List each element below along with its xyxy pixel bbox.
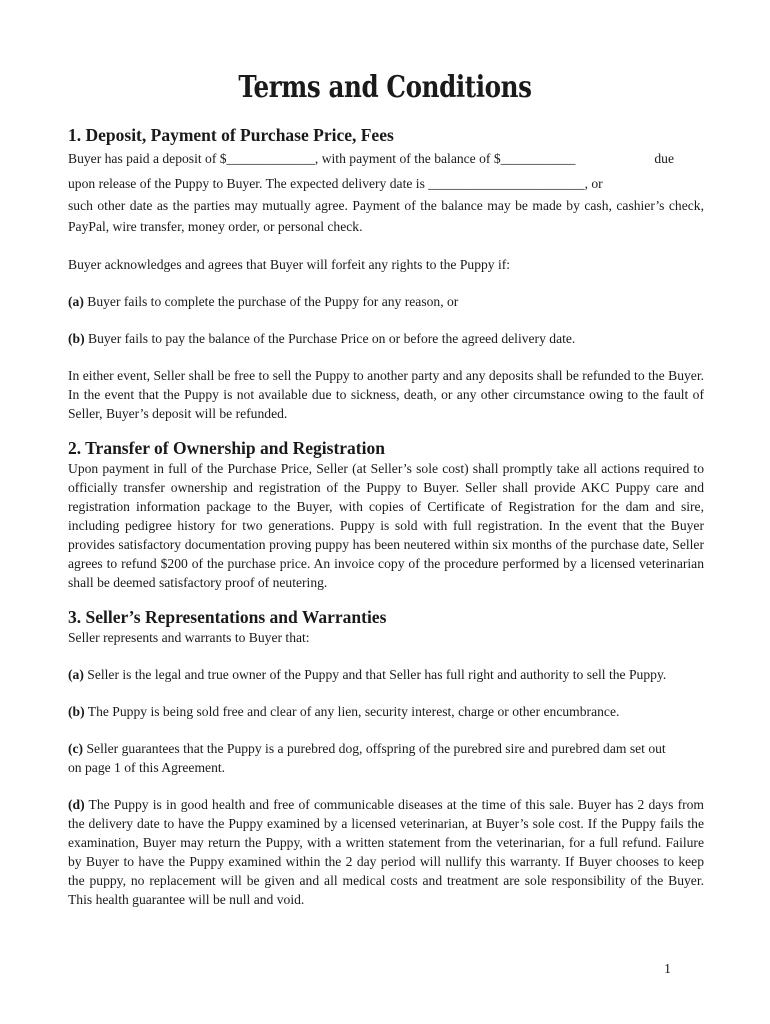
item-label: (d)	[68, 797, 85, 812]
page-title: Terms and Conditions	[238, 70, 532, 105]
item-text: Seller is the legal and true owner of the Puppy and that Seller has full right and authority to sell the Puppy.	[83, 667, 667, 682]
warranty-item-a	[68, 665, 704, 684]
section-3-heading: 3. Seller’s Representations and Warranties	[68, 607, 387, 627]
warranty-item-b	[68, 702, 704, 721]
item-text: Seller guarantees that the Puppy is a purebred dog, offspring of the purebred sire and purebred dam set out on page 1 of this Agreement.	[68, 741, 666, 775]
deposit-line-text: Buyer has paid a deposit of $_____________, with payment of the balance of $___________	[68, 151, 576, 166]
section-2-heading: 2. Transfer of Ownership and Registration	[68, 438, 385, 458]
page-number: 1	[664, 962, 671, 977]
item-text: The Puppy is in good health and free of communicable diseases at the time of this sale. Buyer has 2 days from the delivery date to have the Puppy examined by a licensed veterinarian, at Buyer’s sole cost. If the Puppy fails the examination, Buyer may return the Puppy, with a written statement from the veterinarian, for a full refund. Failure by Buyer to have the Puppy examined within the 2 day period will nullify this warranty. If Buyer chooses to keep the puppy, no replacement will be given and all medical costs and treatment are sole responsibility of the Buyer. This health guarantee will be null and void.	[68, 797, 704, 907]
section-1-heading: 1. Deposit, Payment of Purchase Price, Fees	[68, 125, 394, 145]
warranty-item-c	[68, 739, 668, 777]
delivery-line: upon release of the Puppy to Buyer. The expected delivery date is _______________________, or	[68, 176, 603, 191]
item-text: Buyer fails to complete the purchase of the Puppy for any reason, or	[83, 294, 459, 309]
section-2-text: Upon payment in full of the Purchase Price, Seller (at Seller’s sole cost) shall promptly take all actions required to officially transfer ownership and registration of the Puppy to Buyer. Seller shall provide AKC Puppy care and registration information package to the Buyer, with copies of Certificate of Registration for the dam and sire, including pedigree history for two generations. Puppy is sold with full registration. In the event that the Buyer provides satisfactory documentation proving puppy has been neutered within six months of the purchase date, Seller agrees to refund $200 of the purchase price. An invoice copy of the procedure performed by a licensed veterinarian shall be deemed satisfactory proof of neutering.	[68, 461, 704, 590]
forfeit-intro: Buyer acknowledges and agrees that Buyer will forfeit any rights to the Puppy if:	[68, 257, 511, 272]
item-text: Buyer fails to pay the balance of the Purchase Price on or before the agreed delivery date.	[84, 331, 576, 346]
deposit-line-due: due	[654, 151, 674, 166]
document-body	[68, 124, 704, 909]
forfeit-item-a	[68, 292, 704, 311]
item-text: The Puppy is being sold free and clear of any lien, security interest, charge or other encumbrance.	[84, 704, 620, 719]
item-label: (c)	[68, 741, 84, 756]
item-label: (b)	[68, 331, 85, 346]
item-label: (a)	[68, 667, 84, 682]
forfeit-item-b	[68, 329, 704, 348]
either-event-text: In either event, Seller shall be free to sell the Puppy to another party and any deposits shall be refunded to the Buyer. In the event that the Puppy is not available due to sickness, death, or any other circumstance owing to the fault of Seller, Buyer’s deposit will be refunded.	[68, 368, 704, 421]
payment-text: such other date as the parties may mutually agree. Payment of the balance may be made by cash, cashier’s check, PayPal, wire transfer, money order, or personal check.	[68, 198, 704, 234]
item-label: (b)	[68, 704, 85, 719]
warranty-item-d	[68, 795, 704, 909]
deposit-line	[68, 149, 704, 168]
section-3-intro: Seller represents and warrants to Buyer that:	[68, 630, 310, 645]
item-label: (a)	[68, 294, 84, 309]
